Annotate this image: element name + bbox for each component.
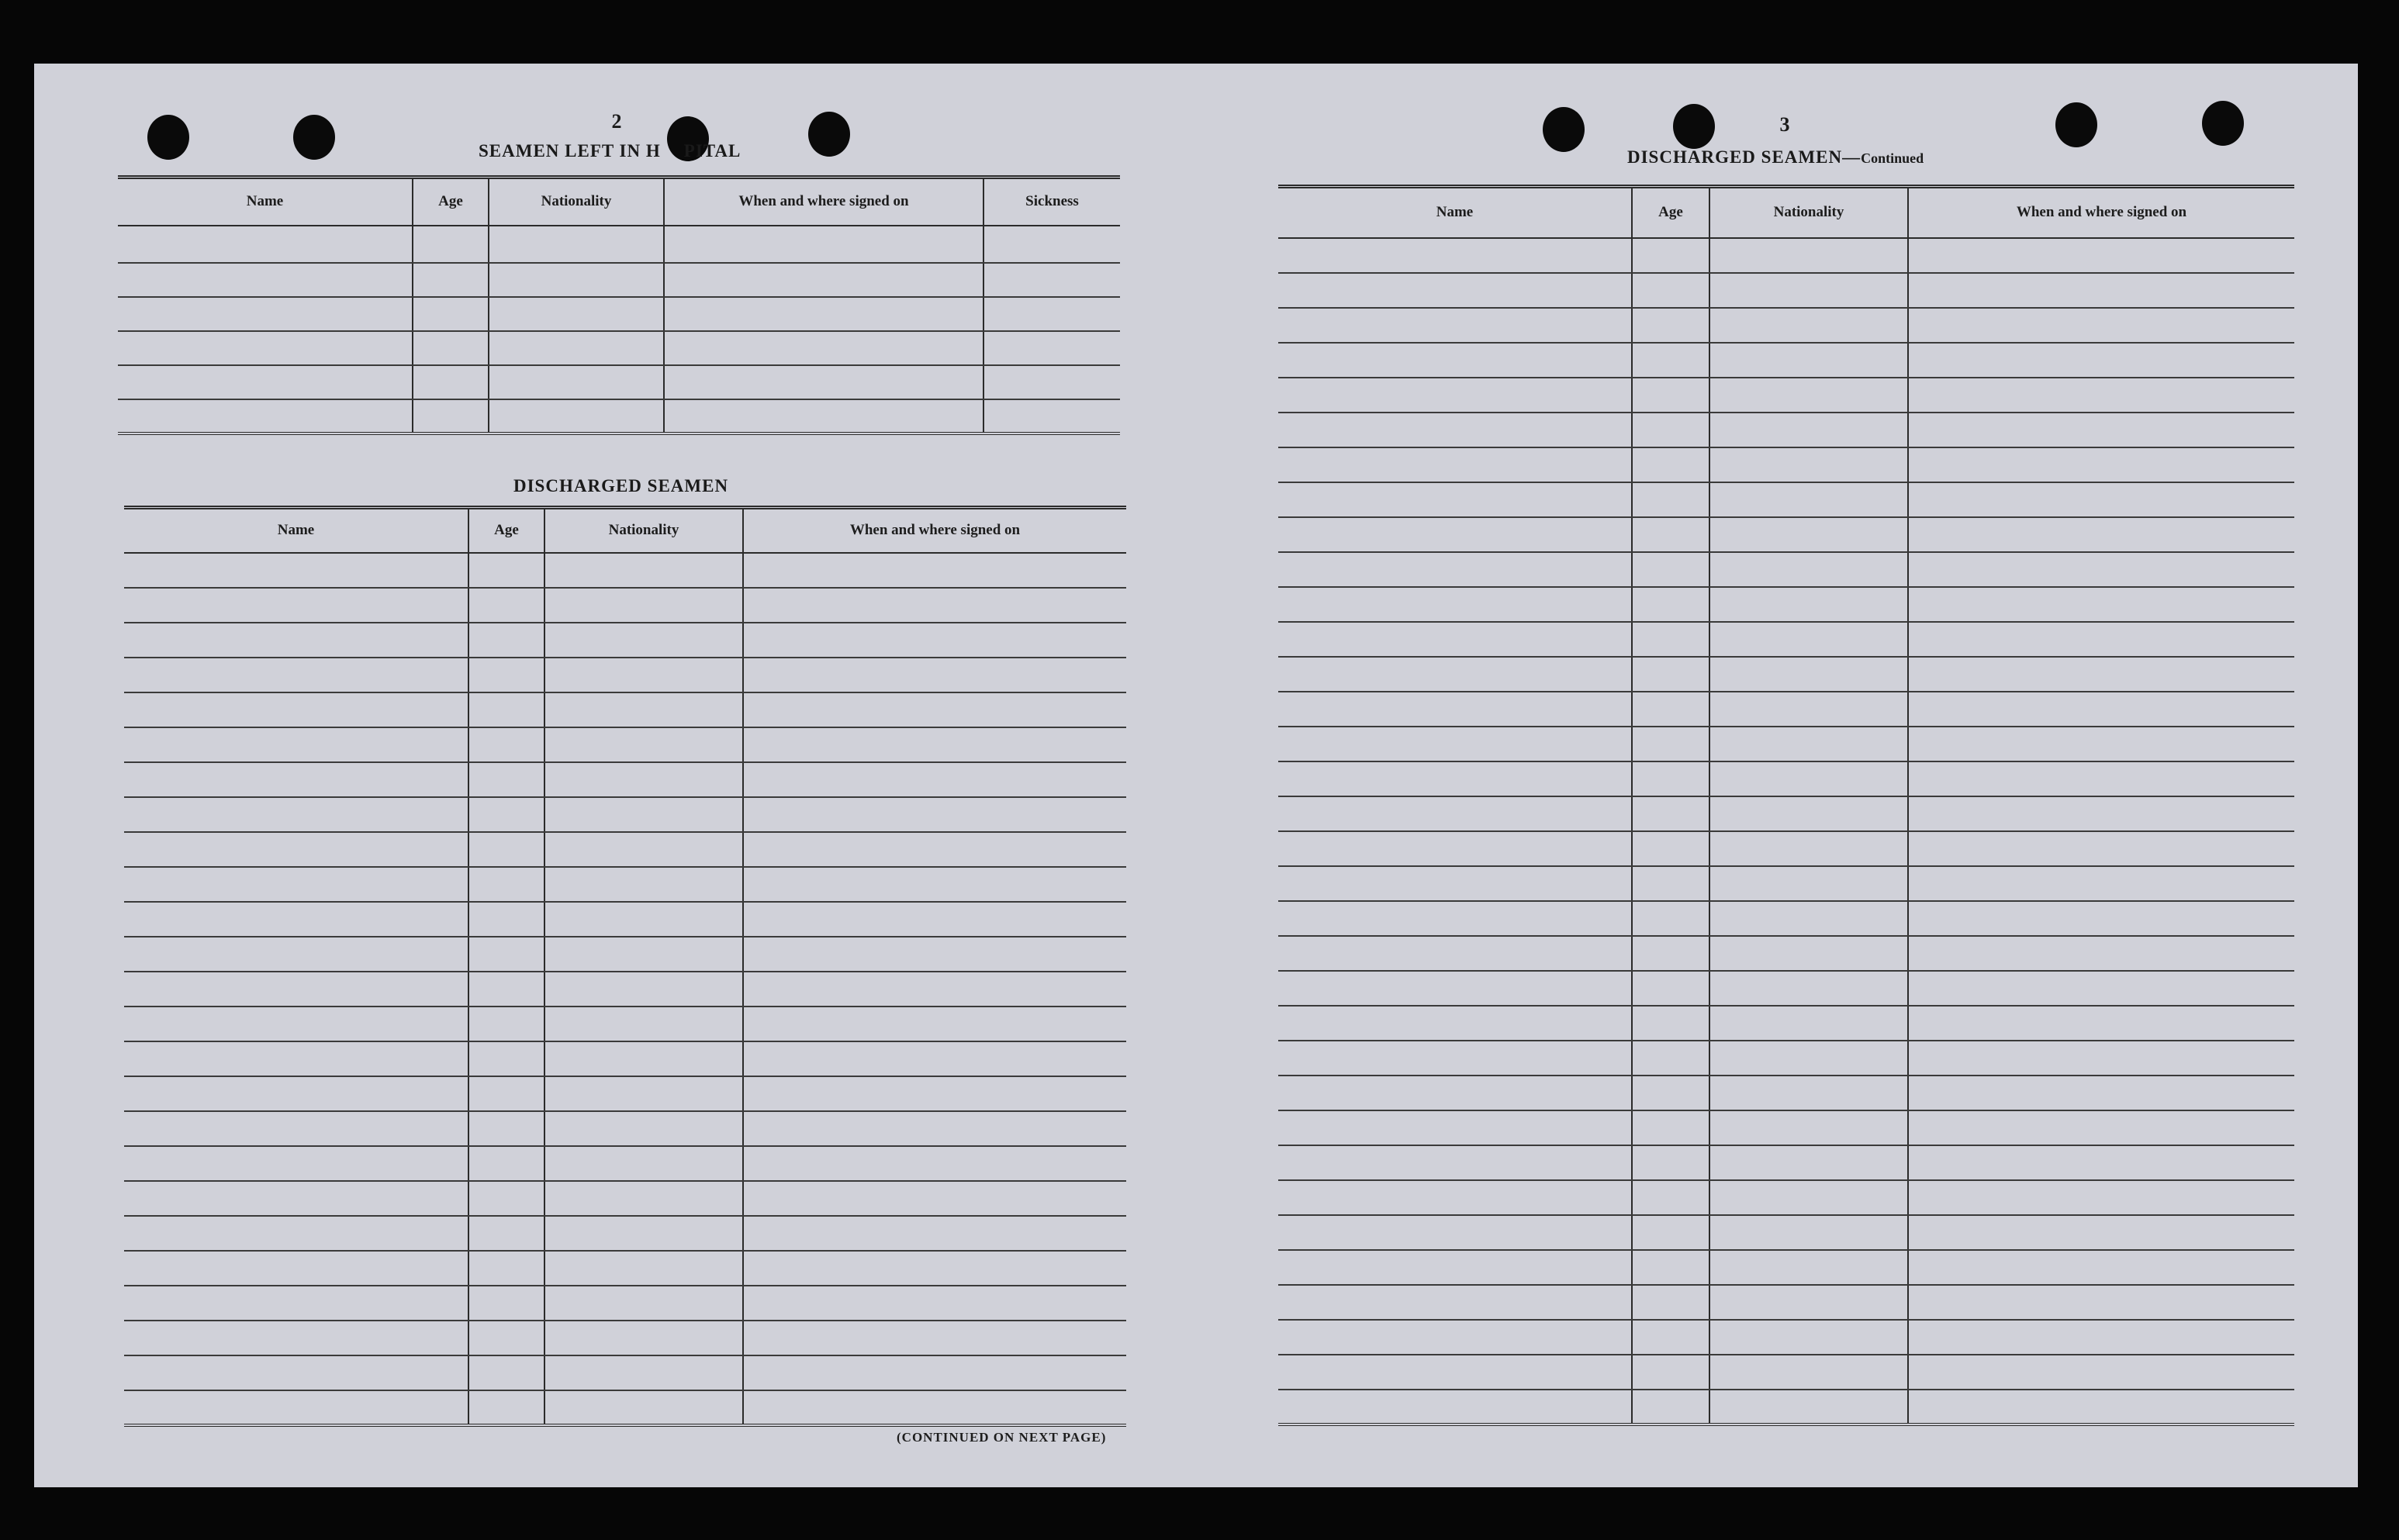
table-row (1278, 482, 2294, 517)
discharged-table (124, 506, 1126, 1427)
column-header-nationality: Nationality (1709, 187, 1908, 238)
table-row (118, 331, 1120, 365)
table-row (124, 1041, 1126, 1076)
discharged-continued-title: DISCHARGED SEAMEN—Continued (1627, 147, 1924, 167)
table-row (1278, 1145, 2294, 1180)
table-row (1278, 413, 2294, 447)
table-row (124, 658, 1126, 692)
table-row (124, 797, 1126, 832)
table-row (124, 692, 1126, 727)
column-header-signed-on: When and where signed on (1908, 187, 2294, 238)
table-row (1278, 1110, 2294, 1145)
table-row (118, 226, 1120, 263)
table-row (1278, 1041, 2294, 1076)
table-row (124, 553, 1126, 588)
column-header-name: Name (118, 178, 413, 226)
column-header-name: Name (1278, 187, 1632, 238)
table-row (124, 902, 1126, 937)
table-row (118, 399, 1120, 433)
table-row (124, 1146, 1126, 1181)
table-row (124, 1321, 1126, 1355)
table-row (1278, 1006, 2294, 1041)
column-header-sickness: Sickness (983, 178, 1120, 226)
table-row (1278, 238, 2294, 273)
column-header-age: Age (413, 178, 489, 226)
column-header-nationality: Nationality (544, 508, 743, 553)
table-row (1278, 622, 2294, 657)
table-row (1278, 1355, 2294, 1390)
hospital-table (118, 175, 1120, 435)
table-row (1278, 1215, 2294, 1250)
punch-hole (808, 112, 850, 157)
table-row (1278, 657, 2294, 692)
table-row (1278, 761, 2294, 796)
table-row (1278, 936, 2294, 971)
column-header-signed-on: When and where signed on (743, 508, 1126, 553)
table-row (1278, 552, 2294, 587)
punch-hole (293, 115, 335, 160)
column-header-name: Name (124, 508, 468, 553)
table-row (124, 1076, 1126, 1111)
table-row (124, 1251, 1126, 1286)
table-row (118, 263, 1120, 297)
table-row (124, 1355, 1126, 1390)
punch-hole (2055, 102, 2097, 147)
discharged-section-title: DISCHARGED SEAMEN (513, 476, 729, 495)
table-row (124, 727, 1126, 762)
punch-hole (147, 115, 189, 160)
table-row (1278, 901, 2294, 936)
table-row (124, 867, 1126, 902)
punch-hole (1543, 107, 1585, 152)
table-row (118, 365, 1120, 399)
table-row (1278, 517, 2294, 552)
table-row (124, 1286, 1126, 1321)
table-row (1278, 378, 2294, 413)
table-row (1278, 1180, 2294, 1215)
column-header-age: Age (468, 508, 544, 553)
table-row (124, 937, 1126, 972)
page-number-right: 3 (1779, 113, 1790, 136)
page-number-left: 2 (611, 110, 622, 133)
table-row (124, 1390, 1126, 1425)
table-row (1278, 796, 2294, 831)
table-row (124, 588, 1126, 623)
column-header-age: Age (1632, 187, 1709, 238)
table-row (124, 972, 1126, 1007)
table-row (124, 762, 1126, 797)
table-row (124, 832, 1126, 867)
table-row (1278, 692, 2294, 727)
column-header-signed-on: When and where signed on (664, 178, 983, 226)
table-row (1278, 866, 2294, 901)
table-row (1278, 727, 2294, 761)
table-row (1278, 1076, 2294, 1110)
continued-footer: (CONTINUED ON NEXT PAGE) (897, 1430, 1107, 1445)
table-row (124, 1111, 1126, 1146)
table-row (1278, 308, 2294, 343)
table-row (124, 1216, 1126, 1251)
table-row (1278, 1250, 2294, 1285)
table-row (124, 1007, 1126, 1041)
punch-hole (2202, 101, 2244, 146)
table-row (1278, 971, 2294, 1006)
table-row (124, 1181, 1126, 1216)
column-header-nationality: Nationality (489, 178, 664, 226)
table-row (118, 297, 1120, 331)
table-row (1278, 273, 2294, 308)
table-row (1278, 343, 2294, 378)
punch-hole (1673, 104, 1715, 149)
table-row (1278, 1320, 2294, 1355)
table-row (1278, 447, 2294, 482)
table-row (124, 623, 1126, 658)
table-row (1278, 587, 2294, 622)
table-row (1278, 1285, 2294, 1320)
table-row (1278, 1390, 2294, 1424)
hospital-section-title: SEAMEN LEFT IN H PITAL (479, 141, 741, 161)
ledger-sheet (34, 64, 2358, 1487)
discharged-continued-table (1278, 185, 2294, 1426)
table-row (1278, 831, 2294, 866)
